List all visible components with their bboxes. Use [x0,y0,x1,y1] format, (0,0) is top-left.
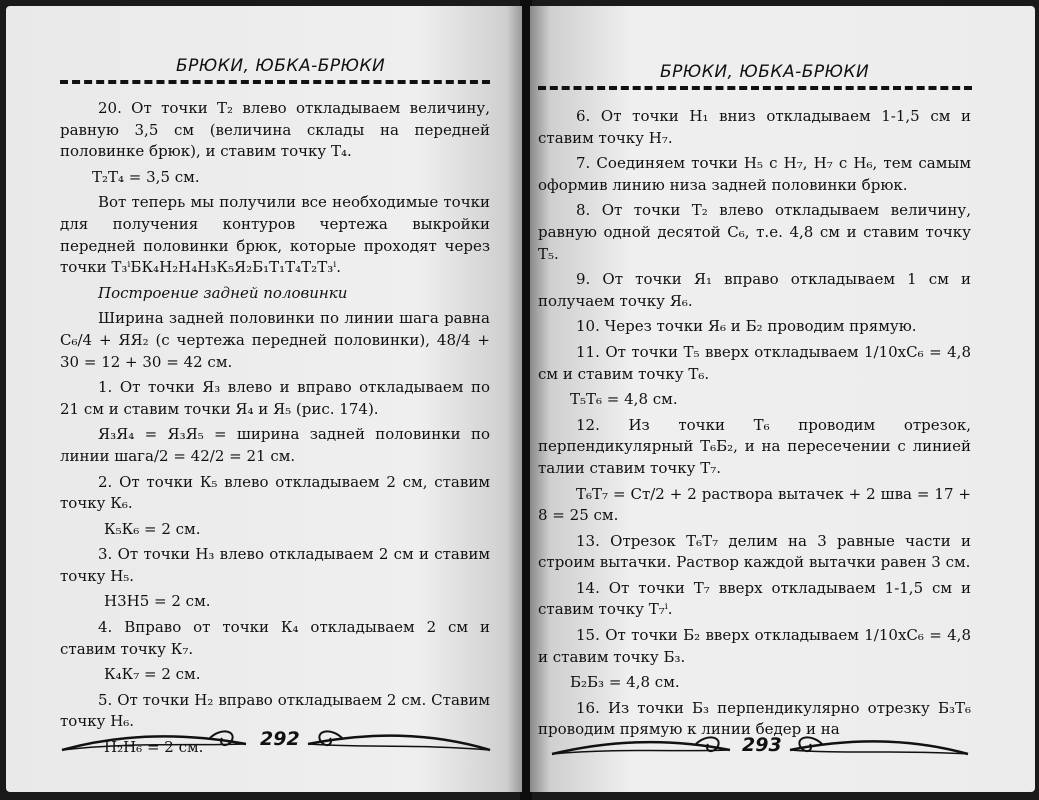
paragraph: 13. Отрезок Т₆Т₇ делим на 3 равные части и строим вытачки. Раствор каждой вытачки равен 3 см. [538,531,971,572]
paragraph: Вот теперь мы получили все необходимые точки для получения контуров чертежа выкройки передней половинки брюк, которые проходят через точки Т₃ⁱБК₄Н₂Н₄Н₃К₅Я₂Б₁Т₁Т₄Т₂Т₃ⁱ. [60,193,490,277]
section-heading: Построение задней половинки [98,283,348,302]
header-divider [60,80,490,84]
formula: Я₃Я₄ = Я₃Я₅ = ширина задней половинки по линии шага/2 = 42/2 = 21 см. [60,425,490,465]
right-page [530,6,1035,792]
formula: Н3Н5 = 2 см. [104,592,211,611]
formula: Б₂Б₃ = 4,8 см. [570,673,680,692]
formula: Т₅Т₆ = 4,8 см. [570,390,678,409]
running-header: БРЮКИ, ЮБКА-БРЮКИ [660,62,870,82]
page-footer [550,728,970,768]
paragraph: 1. От точки Я₃ влево и вправо откладываем по 21 см и ставим точки Я₄ и Я₅ (рис. 174). [60,378,490,418]
page-body [60,98,490,763]
page-number: 292 [260,728,300,750]
paragraph: 15. От точки Б₂ вверх откладываем 1/10хС₆ = 4,8 и ставим точку Б₃. [538,626,971,666]
paragraph: 8. От точки Т₂ влево откладываем величину, равную одной десятой С₆, т.е. 4,8 см и ставим точку Т₅. [538,201,971,263]
paragraph: 9. От точки Я₁ вправо откладываем 1 см и получаем точку Я₆. [538,270,971,310]
paragraph: 5. От точки Н₂ вправо откладываем 2 см. Ставим точку Н₆. [60,690,490,731]
paragraph: 12. Из точки Т₆ проводим отрезок, перпендикулярный Т₆Б₂, и на пересечении с линией талии ставим точку Т₇. [538,415,971,477]
formula: К₅К₆ = 2 см. [104,519,201,538]
paragraph: 10. Через точки Я₆ и Б₂ проводим прямую. [576,317,917,336]
paragraph: 3. От точки Н₃ влево откладываем 2 см и ставим точку Н₅. [60,545,490,585]
page-number: 293 [742,734,782,756]
paragraph: 7. Соединяем точки Н₅ с Н₇, Н₇ с Н₆, тем самым оформив линию низа задней половинки брюк. [538,154,971,194]
formula: К₄К₇ = 2 см. [104,665,201,684]
left-page [6,6,522,792]
paragraph: 16. Из точки Б₃ перпендикулярно отрезку Б₃Т₆ проводим прямую к линии бедер и на [538,698,971,739]
paragraph: 14. От точки Т₇ вверх откладываем 1-1,5 см и ставим точку Т₇ⁱ. [538,578,971,619]
header-divider [538,86,972,90]
paragraph: 6. От точки Н₁ вниз откладываем 1-1,5 см и ставим точку Н₇. [538,107,971,147]
paragraph: Ширина задней половинки по линии шага равна С₆/4 + ЯЯ₂ (с чертежа передней половинки), 48/4 + 30 = 12 + 30 = 42 см. [60,309,490,371]
formula: Н₂Н₆ = 2 см. [104,738,204,757]
paragraph: 11. От точки Т₅ вверх откладываем 1/10хС₆ = 4,8 см и ставим точку Т₆. [538,342,971,383]
paragraph: 4. Вправо от точки К₄ откладываем 2 см и ставим точку К₇. [60,618,490,658]
formula: Т₂Т₄ = 3,5 см. [92,167,200,186]
page-body [538,106,971,745]
paragraph: 2. От точки К₅ влево откладываем 2 см, ставим точку К₆. [60,472,490,513]
formula: Т₆Т₇ = Ст/2 + 2 раствора вытачек + 2 шва = 17 + 8 = 25 см. [538,484,971,525]
paragraph: 20. От точки Т₂ влево откладываем величину, равную 3,5 см (величина склады на передней половинке брюк), и ставим точку Т₄. [60,99,490,161]
running-header: БРЮКИ, ЮБКА-БРЮКИ [176,56,386,76]
page-footer [60,722,492,762]
